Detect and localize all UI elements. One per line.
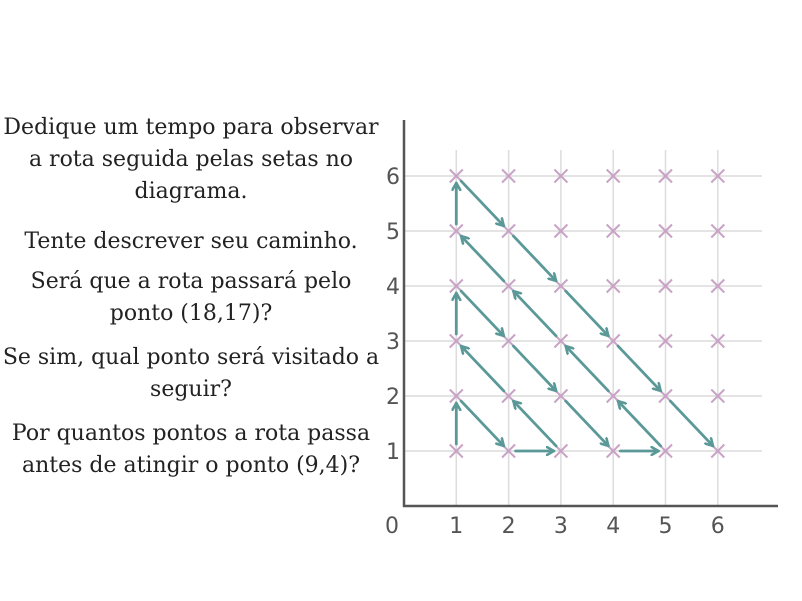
route-arrows bbox=[456, 181, 713, 451]
route-arrow-10 bbox=[618, 401, 661, 446]
route-arrow-7 bbox=[513, 346, 556, 391]
route-arrow-8 bbox=[566, 401, 609, 446]
route-arrow-1 bbox=[461, 401, 504, 446]
route-arrow-18 bbox=[618, 346, 661, 391]
y-tick-label-5: 5 bbox=[386, 220, 400, 245]
y-tick-label-1: 1 bbox=[386, 440, 400, 465]
question-3: Por quantos pontos a rota passa antes de atingir o ponto (9,4)? bbox=[11, 421, 371, 478]
y-tick-label-6: 6 bbox=[386, 165, 400, 190]
question-2: Se sim, qual ponto será visitado a seguir? bbox=[2, 345, 380, 402]
route-arrow-16 bbox=[513, 236, 556, 281]
intro-text: Dedique um tempo para observar a rota seguida pelas setas no diagrama. bbox=[3, 115, 379, 204]
y-tick-label-4: 4 bbox=[386, 275, 400, 300]
route-arrow-11 bbox=[566, 346, 609, 391]
x-tick-label-1: 1 bbox=[449, 514, 464, 539]
route-arrow-17 bbox=[566, 291, 609, 336]
describe-text: Tente descrever seu caminho. bbox=[24, 229, 358, 254]
x-tick-label-0: 0 bbox=[385, 514, 399, 539]
x-tick-label-4: 4 bbox=[606, 514, 621, 539]
route-arrow-3 bbox=[513, 401, 556, 446]
route-arrow-19 bbox=[670, 401, 713, 446]
y-tick-label-2: 2 bbox=[386, 385, 400, 410]
route-arrow-6 bbox=[461, 291, 504, 336]
route-arrow-4 bbox=[461, 346, 504, 391]
y-tick-label-3: 3 bbox=[386, 330, 400, 355]
tick-labels bbox=[385, 165, 725, 539]
x-tick-label-5: 5 bbox=[658, 514, 673, 539]
x-tick-label-2: 2 bbox=[501, 514, 516, 539]
route-arrow-12 bbox=[513, 291, 556, 336]
route-arrow-15 bbox=[461, 181, 504, 226]
route-arrow-13 bbox=[461, 236, 504, 281]
x-tick-label-6: 6 bbox=[710, 514, 725, 539]
question-1: Será que a rota passará pelo ponto (18,17)? bbox=[30, 269, 352, 326]
x-tick-label-3: 3 bbox=[553, 514, 568, 539]
